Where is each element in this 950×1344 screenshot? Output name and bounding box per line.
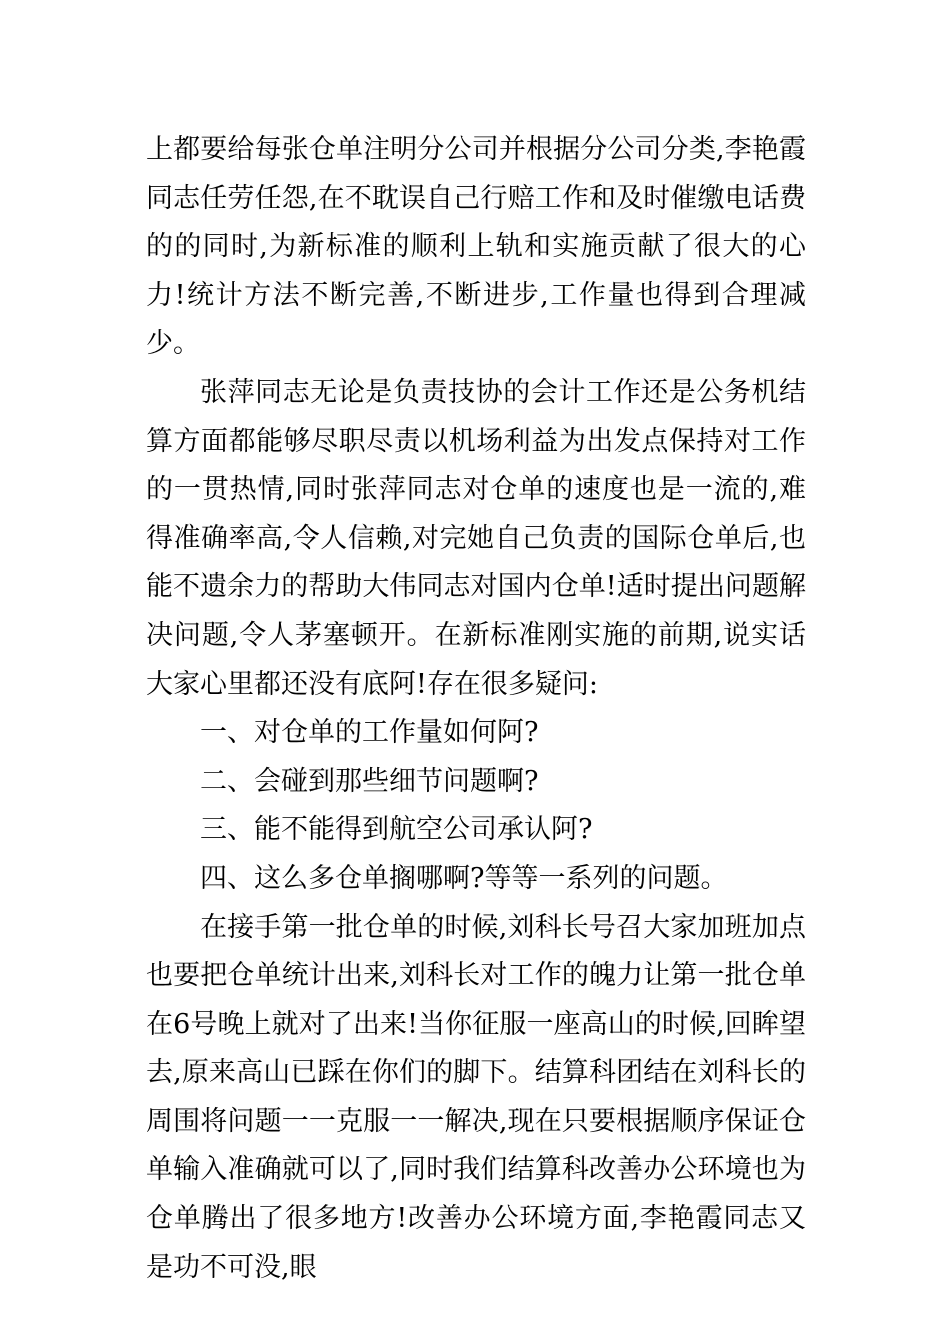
question-item-3: 三、能不能得到航空公司承认阿? bbox=[200, 814, 593, 846]
question-item-4: 四、这么多仓单搁哪啊?等等一系列的问题。 bbox=[200, 862, 728, 894]
paragraph-first-batch: 在接手第一批仓单的时候,刘科长号召大家加班加点也要把仓单统计出来,刘科长对工作的魄力让第一批仓单在6号晚上就对了出来!当你征服一座高山的时候,回眸望去,原来高山已踩在你们的脚下。结算科团结在刘科长的周围将问题一一克服一一解决,现在只要根据顺序保证仓单输入准确就可以了,同时我们结算科改善办公环境也为仓单腾出了很多地方!改善办公环境方面,李艳霞同志又是功不可没,眼 bbox=[146, 911, 806, 1283]
question-item-2: 二、会碰到那些细节问题啊? bbox=[200, 765, 539, 797]
question-item-1: 一、对仓单的工作量如何阿? bbox=[200, 717, 539, 749]
paragraph-continuation: 上都要给每张仓单注明分公司并根据分公司分类,李艳霞同志任劳任怨,在不耽误自己行赔工作和及时催缴电话费的的同时,为新标准的顺利上轨和实施贡献了很大的心力!统计方法不断完善,不断进步,工作量也得到合理减少。 bbox=[146, 134, 806, 360]
paragraph-zhang-ping: 张萍同志无论是负责技协的会计工作还是公务机结算方面都能够尽职尽责以机场利益为出发点保持对工作的一贯热情,同时张萍同志对仓单的速度也是一流的,难得准确率高,令人信赖,对完她自己负责的国际仓单后,也能不遗余力的帮助大伟同志对国内仓单!适时提出问题解决问题,令人茅塞顿开。在新标准刚实施的前期,说实话大家心里都还没有底阿!存在很多疑问: bbox=[146, 376, 806, 700]
document-body bbox=[146, 126, 806, 1292]
